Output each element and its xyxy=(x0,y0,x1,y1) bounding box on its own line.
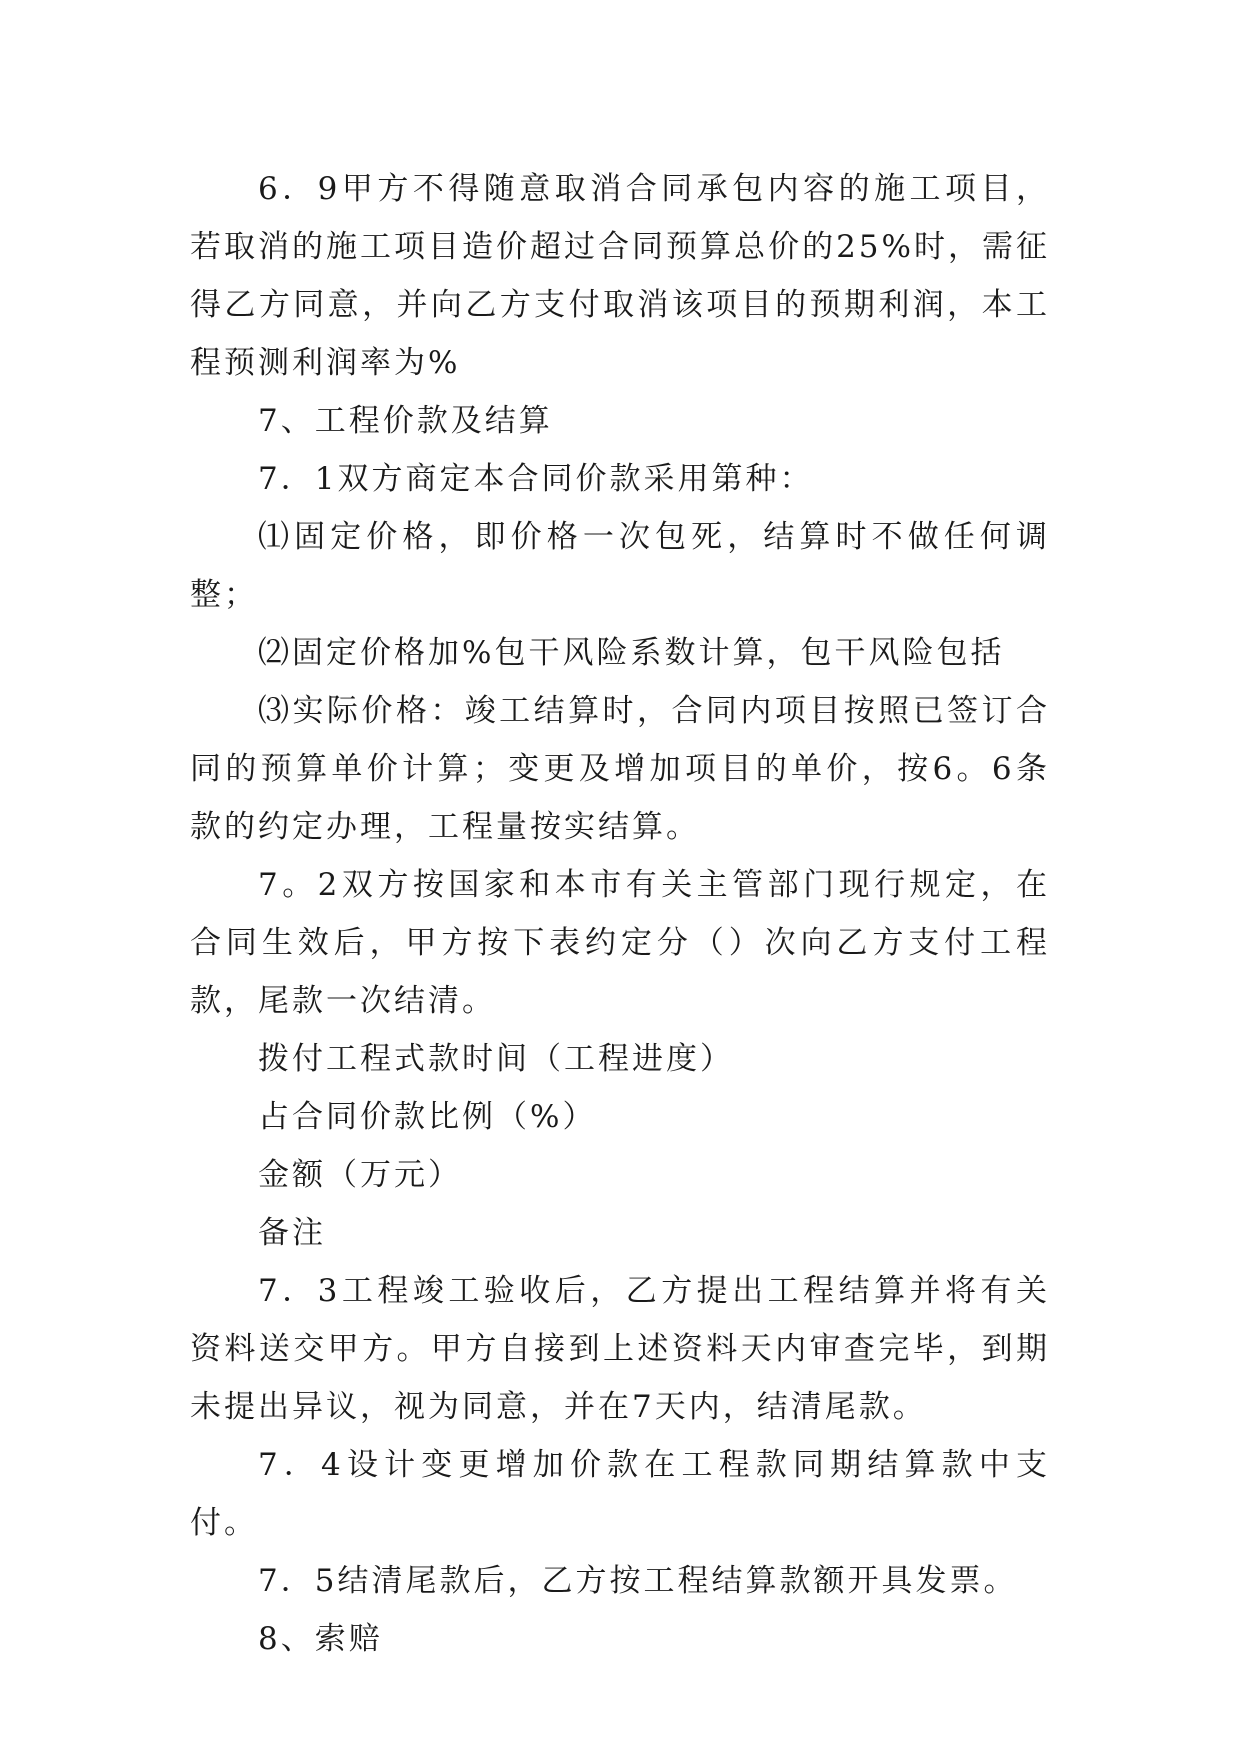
table-header-percentage: 占合同价款比例（%） xyxy=(258,1099,597,1135)
option-1-fixed-price: ⑴固定价格，即价格一次包死，结算时不做任何调整； xyxy=(190,519,1050,613)
document-body xyxy=(190,160,1050,1668)
option-2-fixed-plus-risk: ⑵固定价格加%包干风险系数计算，包干风险包括 xyxy=(258,635,1005,671)
table-header-remarks: 备注 xyxy=(258,1215,326,1251)
paragraph-7-5: 7．5结清尾款后，乙方按工程结算款额开具发票。 xyxy=(258,1563,1018,1599)
paragraph-6-9: 6．9甲方不得随意取消合同承包内容的施工项目，若取消的施工项目造价超过合同预算总价的25%时，需征得乙方同意，并向乙方支付取消该项目的预期利润，本工程预测利润率为% xyxy=(190,171,1050,381)
heading-8-claims: 8、索赔 xyxy=(258,1621,383,1657)
heading-7-price-settlement: 7、工程价款及结算 xyxy=(258,403,553,439)
paragraph-7-3: 7．3工程竣工验收后，乙方提出工程结算并将有关资料送交甲方。甲方自接到上述资料天内审查完毕，到期未提出异议，视为同意，并在7天内，结清尾款。 xyxy=(190,1273,1050,1425)
paragraph-7-4: 7．4设计变更增加价款在工程款同期结算款中支付。 xyxy=(190,1447,1050,1541)
paragraph-7-2: 7。2双方按国家和本市有关主管部门现行规定，在合同生效后，甲方按下表约定分（）次向乙方支付工程款，尾款一次结清。 xyxy=(190,867,1050,1019)
paragraph-7-1: 7．1双方商定本合同价款采用第种： xyxy=(258,461,814,497)
table-header-amount: 金额（万元） xyxy=(258,1157,462,1193)
table-header-payment-time: 拨付工程式款时间（工程进度） xyxy=(258,1041,734,1077)
option-3-actual-price: ⑶实际价格：竣工结算时，合同内项目按照已签订合同的预算单价计算；变更及增加项目的单价，按6。6条款的约定办理，工程量按实结算。 xyxy=(190,693,1050,845)
